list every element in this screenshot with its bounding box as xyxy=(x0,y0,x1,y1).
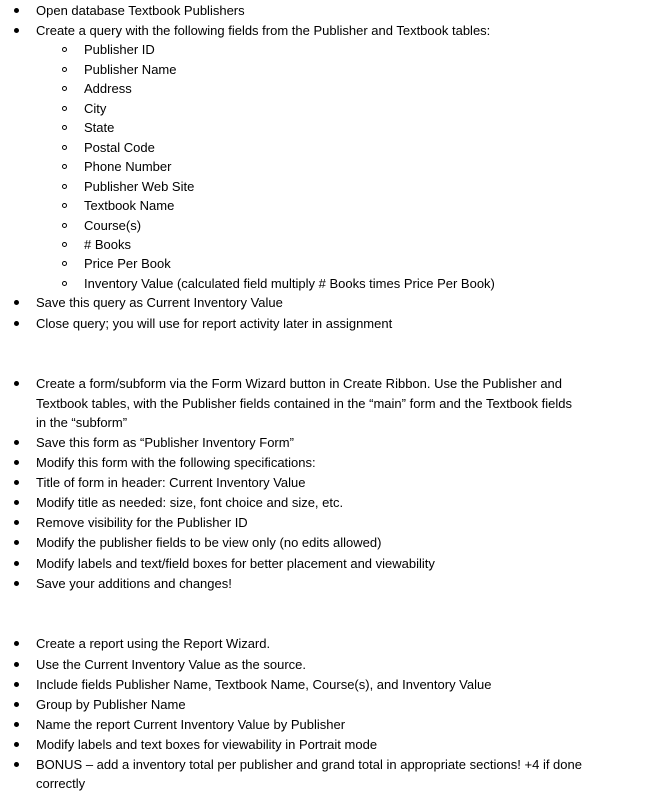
bullet-icon xyxy=(14,520,19,525)
list-item-continuation: Textbook tables, with the Publisher fields contained in the “main” form and the Textbook fields xyxy=(36,396,572,411)
list-item: Save this query as Current Inventory Value xyxy=(36,295,283,310)
list-item: Modify labels and text/field boxes for better placement and viewability xyxy=(36,556,435,571)
list-item: Title of form in header: Current Inventory Value xyxy=(36,475,306,490)
field-item: Price Per Book xyxy=(84,256,171,271)
list-item-continuation: in the “subform” xyxy=(36,415,128,430)
field-item: City xyxy=(84,101,107,116)
list-item: Close query; you will use for report activity later in assignment xyxy=(36,316,393,331)
hollow-bullet-icon xyxy=(62,261,67,266)
field-item: Course(s) xyxy=(84,218,142,233)
hollow-bullet-icon xyxy=(62,47,67,52)
list-item: Open database Textbook Publishers xyxy=(36,3,245,18)
bullet-icon xyxy=(14,762,19,767)
list-item: BONUS – add a inventory total per publisher and grand total in appropriate sections! +4 if done xyxy=(36,757,582,772)
bullet-icon xyxy=(14,722,19,727)
bullet-icon xyxy=(14,300,19,305)
list-item: Remove visibility for the Publisher ID xyxy=(36,515,248,530)
field-item: Textbook Name xyxy=(84,198,175,213)
bullet-icon xyxy=(14,561,19,566)
field-item: Inventory Value (calculated field multiply # Books times Price Per Book) xyxy=(84,276,495,291)
list-item: Group by Publisher Name xyxy=(36,697,186,712)
bullet-icon xyxy=(14,321,19,326)
list-item: Modify labels and text boxes for viewability in Portrait mode xyxy=(36,737,378,752)
bullet-icon xyxy=(14,702,19,707)
list-item: Save this form as “Publisher Inventory Form” xyxy=(36,435,294,450)
hollow-bullet-icon xyxy=(62,242,67,247)
hollow-bullet-icon xyxy=(62,125,67,130)
hollow-bullet-icon xyxy=(62,223,67,228)
bullet-icon xyxy=(14,8,19,13)
hollow-bullet-icon xyxy=(62,67,67,72)
list-item: Create a form/subform via the Form Wizard button in Create Ribbon. Use the Publisher and xyxy=(36,376,563,391)
list-item: Create a report using the Report Wizard. xyxy=(36,636,271,651)
hollow-bullet-icon xyxy=(62,164,67,169)
hollow-bullet-icon xyxy=(62,184,67,189)
field-item: Address xyxy=(84,81,132,96)
list-item: Create a query with the following fields from the Publisher and Textbook tables: xyxy=(36,23,491,38)
bullet-icon xyxy=(14,28,19,33)
list-item: Name the report Current Inventory Value by Publisher xyxy=(36,717,346,732)
bullet-icon xyxy=(14,641,19,646)
field-item: State xyxy=(84,120,115,135)
list-item: Modify title as needed: size, font choice and size, etc. xyxy=(36,495,344,510)
field-item: Publisher Web Site xyxy=(84,179,195,194)
bullet-icon xyxy=(14,381,19,386)
list-item: Use the Current Inventory Value as the source. xyxy=(36,657,307,672)
bullet-icon xyxy=(14,440,19,445)
field-item: # Books xyxy=(84,237,131,252)
hollow-bullet-icon xyxy=(62,145,67,150)
bullet-icon xyxy=(14,500,19,505)
hollow-bullet-icon xyxy=(62,203,67,208)
field-item: Postal Code xyxy=(84,140,155,155)
list-item: Save your additions and changes! xyxy=(36,576,232,591)
bullet-icon xyxy=(14,742,19,747)
bullet-icon xyxy=(14,682,19,687)
bullet-icon xyxy=(14,662,19,667)
hollow-bullet-icon xyxy=(62,106,67,111)
bullet-icon xyxy=(14,581,19,586)
bullet-icon xyxy=(14,480,19,485)
list-item: Modify the publisher fields to be view only (no edits allowed) xyxy=(36,535,382,550)
list-item: Modify this form with the following specifications: xyxy=(36,455,316,470)
field-item: Phone Number xyxy=(84,159,172,174)
field-item: Publisher Name xyxy=(84,62,177,77)
list-item: Include fields Publisher Name, Textbook Name, Course(s), and Inventory Value xyxy=(36,677,492,692)
bullet-icon xyxy=(14,460,19,465)
hollow-bullet-icon xyxy=(62,281,67,286)
hollow-bullet-icon xyxy=(62,86,67,91)
list-item-continuation: correctly xyxy=(36,776,86,791)
field-item: Publisher ID xyxy=(84,42,155,57)
bullet-icon xyxy=(14,540,19,545)
